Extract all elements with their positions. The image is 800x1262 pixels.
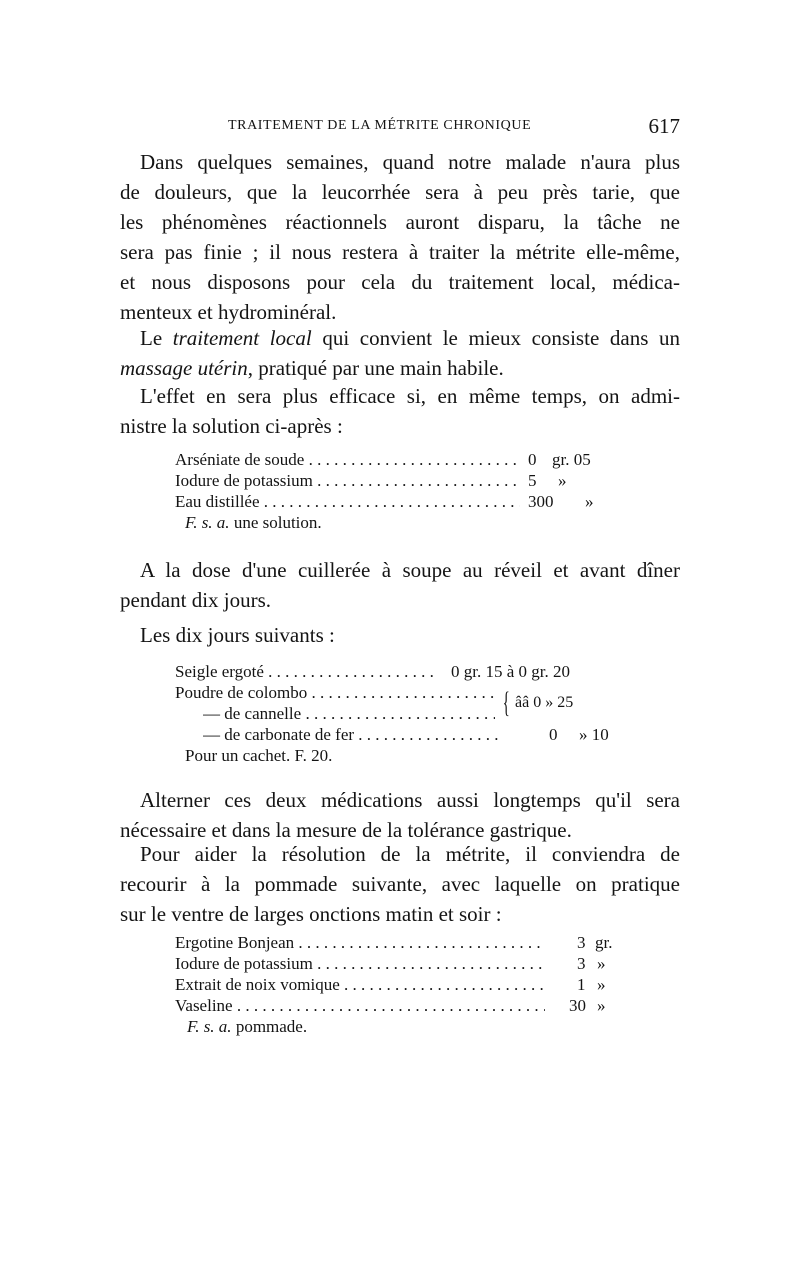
text-line: nistre la solution ci-après : [120,414,343,438]
prescription-row [175,953,655,974]
paragraph-alternate [120,785,680,845]
text-run: , pratiqué par une main habile. [247,356,504,380]
prescription-row [175,661,655,682]
paragraph-solution [120,381,680,441]
ingredient-unit: » [585,492,594,511]
ingredient-name: Iodure de potassium . . . [175,470,520,491]
text-line: les phénomènes réactionnels auront disparu, la tâche ne [120,210,680,234]
ingredient-name: Iodure de potassium . . . [175,953,545,974]
prescription-instruction: Pour un cachet. F. 20. [185,746,333,765]
text-line: Dans quelques semaines, quand notre malade n'aura plus [140,150,680,174]
ingredient-quantity: 300 [528,492,554,511]
ingredient-name: — de carbonate de fer . . . [203,724,503,745]
ingredient-unit: » 10 [579,725,609,744]
instruction-text: pommade. [231,1017,308,1036]
ingredient-unit: » [597,996,606,1015]
prescription-footer [175,512,655,533]
prescription-instruction [187,1016,307,1037]
paragraph-intro [120,147,680,327]
prescription-pommade [175,932,655,1037]
prescription-row [175,724,655,745]
text-line: recourir à la pommade suivante, avec laquelle on pratique [120,872,680,896]
text-line: pendant dix jours. [120,588,272,612]
ingredient-unit: gr. [595,933,613,952]
prescription-instruction [185,512,322,533]
ingredient-name: Vaseline . . . [175,995,545,1016]
prescription-cachet [175,661,655,766]
text-line: nécessaire et dans la mesure de la tolérance gastrique. [120,818,572,842]
paragraph-dose [120,555,680,615]
paragraph-local-treatment [120,323,680,383]
ingredient-unit: » [597,975,606,994]
prescription-row [175,491,655,512]
ingredient-quantity: 0 gr. 15 à 0 gr. 20 [451,662,570,681]
text-line: Les dix jours suivants : [140,623,335,647]
prescription-row [175,932,655,953]
ingredient-unit: » [558,471,567,490]
ingredient-quantity: 5 [528,471,537,490]
text-line: A la dose d'une cuillerée à soupe au réveil et avant dîner [140,558,680,582]
instruction-text: une solution. [229,513,322,532]
prescription-row [175,703,655,724]
ingredient-quantity: 3 [577,933,586,952]
text-line: L'effet en sera plus efficace si, en même temps, on admi- [140,384,680,408]
text-line: et nous disposons pour cela du traitement local, médica- [120,270,680,294]
text-line: menteux et hydrominéral. [120,300,337,324]
paragraph-next-days [120,620,680,650]
paragraph-pommade [120,839,680,929]
ingredient-unit: » [597,954,606,973]
prescription-solution [175,449,655,533]
text-line [120,323,680,353]
text-line: sur le ventre de larges onctions matin et soir : [120,902,502,926]
ingredient-quantity: 30 [569,996,586,1015]
text-run: Le [140,326,173,350]
ingredient-name: Eau distillée . . . [175,491,520,512]
ingredient-unit: gr. 05 [552,450,591,469]
ingredient-name: Ergotine Bonjean . . . [175,932,545,953]
ingredient-name: Seigle ergoté . . . [175,661,433,682]
ingredient-quantity: 1 [577,975,586,994]
page-number: 617 [648,114,680,138]
italic-term: massage utérin [120,356,248,380]
ingredient-name: Extrait de noix vomique . . . [175,974,545,995]
prescription-row [175,449,655,470]
ingredient-quantity: 3 [577,954,586,973]
prescription-row [175,995,655,1016]
text-run: qui convient le mieux consiste dans un [311,326,680,350]
page-header [120,114,680,144]
instruction-abbr: F. s. a. [187,1017,232,1036]
shared-quantity: ââ 0 » 25 [515,694,574,711]
ingredient-quantity: 0 [528,450,537,469]
text-line: sera pas finie ; il nous restera à traiter la métrite elle-même, [120,240,680,264]
ingredient-name: — de cannelle . . . [203,703,495,724]
text-line: de douleurs, que la leucorrhée sera à peu près tarie, que [120,180,680,204]
italic-term: traitement local [172,326,312,350]
text-line: Alterner ces deux médications aussi longtemps qu'il sera [140,788,680,812]
ingredient-quantity: 0 [549,725,558,744]
prescription-footer [175,745,655,766]
instruction-abbr: F. s. a. [185,513,230,532]
text-line: Pour aider la résolution de la métrite, il conviendra de [140,842,680,866]
ingredient-name: Arséniate de soude . . . [175,449,520,470]
prescription-row [175,974,655,995]
prescription-footer [175,1016,655,1037]
running-title: TRAITEMENT DE LA MÉTRITE CHRONIQUE [228,118,532,133]
prescription-row [175,470,655,491]
grouping-brace: { [502,686,510,719]
ingredient-name: Poudre de colombo . . . [175,682,495,703]
text-line [120,353,680,383]
